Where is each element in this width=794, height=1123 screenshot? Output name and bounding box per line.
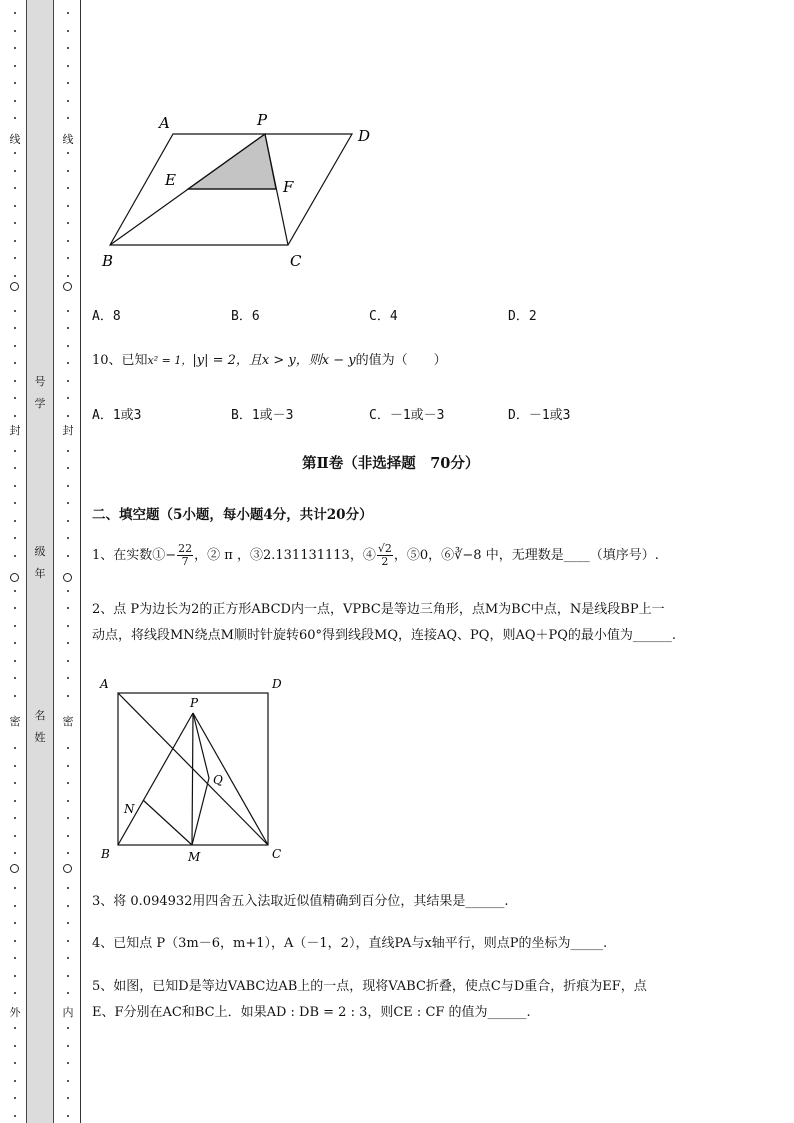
margin-dot xyxy=(14,975,16,977)
label-e: E xyxy=(165,171,176,189)
margin-dot xyxy=(67,922,69,924)
margin-dot xyxy=(14,800,16,802)
margin-dot xyxy=(67,975,69,977)
margin-dot xyxy=(67,695,69,697)
segment-nm xyxy=(143,800,192,845)
margin-seal-label: 外 xyxy=(9,1006,21,1019)
margin-dot xyxy=(14,660,16,662)
strip-label-xing: 姓 xyxy=(34,731,46,744)
margin-dot xyxy=(14,345,16,347)
margin-dot xyxy=(14,1097,16,1099)
segment-pq xyxy=(193,713,209,778)
margin-dot xyxy=(14,817,16,819)
margin-dot xyxy=(14,957,16,959)
label-b: B xyxy=(101,847,110,861)
label-n: N xyxy=(124,802,135,816)
student-info-strip xyxy=(26,0,54,1123)
margin-dot xyxy=(14,187,16,189)
margin-dot xyxy=(14,47,16,49)
margin-dot xyxy=(67,800,69,802)
margin-dot xyxy=(14,992,16,994)
margin-dot xyxy=(67,940,69,942)
margin-dot xyxy=(67,187,69,189)
margin-dot xyxy=(14,555,16,557)
margin-dot xyxy=(14,485,16,487)
section-2-title: 第Ⅱ卷（非选择题 70分） xyxy=(302,455,480,472)
margin-dot xyxy=(14,82,16,84)
strip-label-hao: 号 xyxy=(34,375,46,388)
margin-dot xyxy=(14,275,16,277)
margin-dot xyxy=(14,310,16,312)
question-1 xyxy=(92,543,659,568)
q10-cond1: x² = 1， xyxy=(147,354,193,367)
margin-circle-icon xyxy=(10,282,19,291)
question-2-line-1: 2、点 P为边长为2的正方形ABCD内一点，VPBC是等边三角形，点M为BC中点，N是线段BP上一 xyxy=(92,602,665,617)
strip-label-nian: 年 xyxy=(34,567,46,580)
margin-circle-icon xyxy=(10,573,19,582)
q1-frac1-num: 22 xyxy=(178,542,193,555)
shaded-triangle-epf xyxy=(188,134,276,189)
margin-dot xyxy=(14,607,16,609)
margin-dot xyxy=(67,992,69,994)
margin-divider-line xyxy=(80,0,81,1123)
margin-dot xyxy=(14,327,16,329)
q9-option-c: C．4 xyxy=(369,309,398,324)
outer-dotted-margin xyxy=(8,0,22,1123)
margin-dot xyxy=(67,222,69,224)
margin-seal-label: 线 xyxy=(9,133,21,146)
margin-seal-label: 内 xyxy=(62,1006,74,1019)
q10-option-d: D．－1或3 xyxy=(508,408,571,423)
margin-dot xyxy=(67,30,69,32)
margin-dot xyxy=(14,677,16,679)
question-10 xyxy=(92,352,447,370)
margin-dot xyxy=(67,380,69,382)
question-5-line-2: E、F分别在AC和BC上．如果AD : DB = 2 : 3，则CE : CF 的值为______. xyxy=(92,1005,531,1020)
label-a: A xyxy=(100,677,109,691)
margin-dot xyxy=(14,30,16,32)
q10-cond2: |y| = 2，且 xyxy=(192,353,262,368)
margin-dot xyxy=(67,275,69,277)
margin-dot xyxy=(67,47,69,49)
margin-dot xyxy=(67,485,69,487)
margin-dot xyxy=(14,922,16,924)
margin-dot xyxy=(67,660,69,662)
inner-dotted-margin xyxy=(61,0,75,1123)
question-5-line-1: 5、如图，已知D是等边VABC边AB上的一点，现将VABC折叠，使点C与D重合，折痕为EF，点 xyxy=(92,979,647,994)
margin-dot xyxy=(67,82,69,84)
question-2-line-2: 动点，将线段MN绕点M顺时针旋转60°得到线段MQ，连接AQ、PQ，则AQ＋PQ的最小值为______. xyxy=(92,628,677,643)
q9-option-a: A．8 xyxy=(92,309,121,324)
margin-dot xyxy=(14,642,16,644)
margin-dot xyxy=(67,467,69,469)
label-b: B xyxy=(102,252,114,270)
margin-dot xyxy=(67,555,69,557)
margin-dot xyxy=(67,642,69,644)
margin-seal-label: 密 xyxy=(62,715,74,728)
margin-dot xyxy=(14,1062,16,1064)
q1-mid1: ，② π ，③2.131131113，④ xyxy=(194,548,376,563)
margin-dot xyxy=(67,747,69,749)
label-c: C xyxy=(290,252,302,270)
margin-dot xyxy=(14,397,16,399)
margin-dot xyxy=(14,152,16,154)
margin-dot xyxy=(14,1045,16,1047)
q10-suffix: 的值为（ ） xyxy=(355,353,447,368)
margin-dot xyxy=(67,65,69,67)
margin-circle-icon xyxy=(10,864,19,873)
q10-option-a: A．1或3 xyxy=(92,408,142,423)
margin-dot xyxy=(67,590,69,592)
label-q: Q xyxy=(213,773,223,787)
label-d: D xyxy=(358,127,371,145)
margin-dot xyxy=(67,205,69,207)
margin-dot xyxy=(67,1045,69,1047)
margin-dot xyxy=(14,765,16,767)
margin-dot xyxy=(14,415,16,417)
margin-dot xyxy=(67,887,69,889)
margin-dot xyxy=(67,537,69,539)
margin-dot xyxy=(14,12,16,14)
q1-frac1-den: 7 xyxy=(181,555,189,568)
margin-dot xyxy=(14,537,16,539)
margin-dot xyxy=(67,1080,69,1082)
strip-label-ming: 名 xyxy=(34,709,46,722)
margin-dot xyxy=(14,170,16,172)
q1-fraction-22-7 xyxy=(177,543,193,568)
q1-mid2: ，⑤0，⑥∛−8 中，无理数是____（填序号）. xyxy=(393,548,659,563)
margin-dot xyxy=(14,625,16,627)
q10-option-b: B．1或－3 xyxy=(231,408,294,423)
margin-dot xyxy=(14,905,16,907)
margin-dot xyxy=(14,362,16,364)
margin-dot xyxy=(67,520,69,522)
figure-parallelogram xyxy=(95,108,385,276)
segment-pc xyxy=(193,713,268,845)
margin-dot xyxy=(67,1115,69,1117)
q10-prefix: 10、已知 xyxy=(92,353,148,368)
margin-dot xyxy=(67,117,69,119)
margin-dot xyxy=(14,887,16,889)
margin-dot xyxy=(67,765,69,767)
margin-seal-label: 密 xyxy=(9,715,21,728)
question-4: 4、已知点 P（3m－6，m+1），A（－1，2），直线PA与x轴平行，则点P的坐标为_____. xyxy=(92,936,608,951)
label-p: P xyxy=(190,696,199,710)
margin-circle-icon xyxy=(63,864,72,873)
margin-dot xyxy=(67,502,69,504)
q10-expr: x − y xyxy=(321,353,356,368)
question-3: 3、将 0.094932用四舍五入法取近似值精确到百分位，其结果是______. xyxy=(92,894,509,909)
margin-dot xyxy=(14,1115,16,1117)
margin-dot xyxy=(67,905,69,907)
margin-circle-icon xyxy=(63,282,72,291)
margin-dot xyxy=(14,695,16,697)
label-a: A xyxy=(159,114,170,132)
q9-option-d: D．2 xyxy=(508,309,537,324)
margin-dot xyxy=(14,257,16,259)
margin-dot xyxy=(14,380,16,382)
strip-label-xue: 学 xyxy=(34,397,46,410)
margin-dot xyxy=(14,222,16,224)
margin-seal-label: 封 xyxy=(62,424,74,437)
margin-dot xyxy=(67,782,69,784)
margin-dot xyxy=(14,852,16,854)
margin-dot xyxy=(14,450,16,452)
margin-dot xyxy=(14,117,16,119)
margin-dot xyxy=(67,240,69,242)
fill-in-heading: 二、填空题（5小题，每小题4分，共计20分） xyxy=(92,507,373,523)
margin-dot xyxy=(67,310,69,312)
margin-seal-label: 封 xyxy=(9,424,21,437)
strip-label-ji: 级 xyxy=(34,545,46,558)
segment-pm xyxy=(192,713,193,845)
margin-dot xyxy=(67,345,69,347)
margin-dot xyxy=(67,852,69,854)
margin-dot xyxy=(67,835,69,837)
margin-dot xyxy=(67,170,69,172)
margin-dot xyxy=(67,257,69,259)
margin-dot xyxy=(14,940,16,942)
label-d: D xyxy=(272,677,282,691)
q1-frac2-num: √2 xyxy=(377,542,392,555)
margin-dot xyxy=(14,502,16,504)
margin-dot xyxy=(14,590,16,592)
margin-dot xyxy=(14,65,16,67)
margin-dot xyxy=(67,450,69,452)
figure-square xyxy=(95,674,295,866)
margin-dot xyxy=(67,677,69,679)
margin-dot xyxy=(14,205,16,207)
q1-fraction-sqrt2-2 xyxy=(377,543,393,568)
margin-dot xyxy=(14,782,16,784)
label-c: C xyxy=(272,847,282,861)
margin-dot xyxy=(67,100,69,102)
margin-dot xyxy=(67,362,69,364)
segment-bp xyxy=(118,713,193,845)
margin-dot xyxy=(14,835,16,837)
margin-dot xyxy=(14,1027,16,1029)
q1-frac2-den: 2 xyxy=(381,555,389,568)
margin-dot xyxy=(14,467,16,469)
margin-dot xyxy=(14,747,16,749)
q10-cond3: x > y，则 xyxy=(261,353,322,368)
margin-dot xyxy=(67,817,69,819)
margin-dot xyxy=(67,1062,69,1064)
margin-dot xyxy=(67,327,69,329)
q9-option-b: B．6 xyxy=(231,309,260,324)
segment-qm xyxy=(192,778,209,845)
margin-seal-label: 线 xyxy=(62,133,74,146)
margin-dot xyxy=(67,1027,69,1029)
margin-dot xyxy=(67,12,69,14)
margin-dot xyxy=(67,397,69,399)
q10-option-c: C．－1或－3 xyxy=(369,408,445,423)
margin-dot xyxy=(67,1097,69,1099)
margin-dot xyxy=(67,415,69,417)
margin-dot xyxy=(67,957,69,959)
margin-dot xyxy=(14,100,16,102)
label-p: P xyxy=(257,111,268,129)
margin-dot xyxy=(67,152,69,154)
label-f: F xyxy=(283,178,294,196)
margin-dot xyxy=(14,1080,16,1082)
margin-circle-icon xyxy=(63,573,72,582)
margin-dot xyxy=(14,520,16,522)
label-m: M xyxy=(188,850,201,864)
margin-dot xyxy=(67,625,69,627)
margin-dot xyxy=(67,607,69,609)
q1-prefix: 1、在实数①− xyxy=(92,548,177,563)
margin-dot xyxy=(14,240,16,242)
